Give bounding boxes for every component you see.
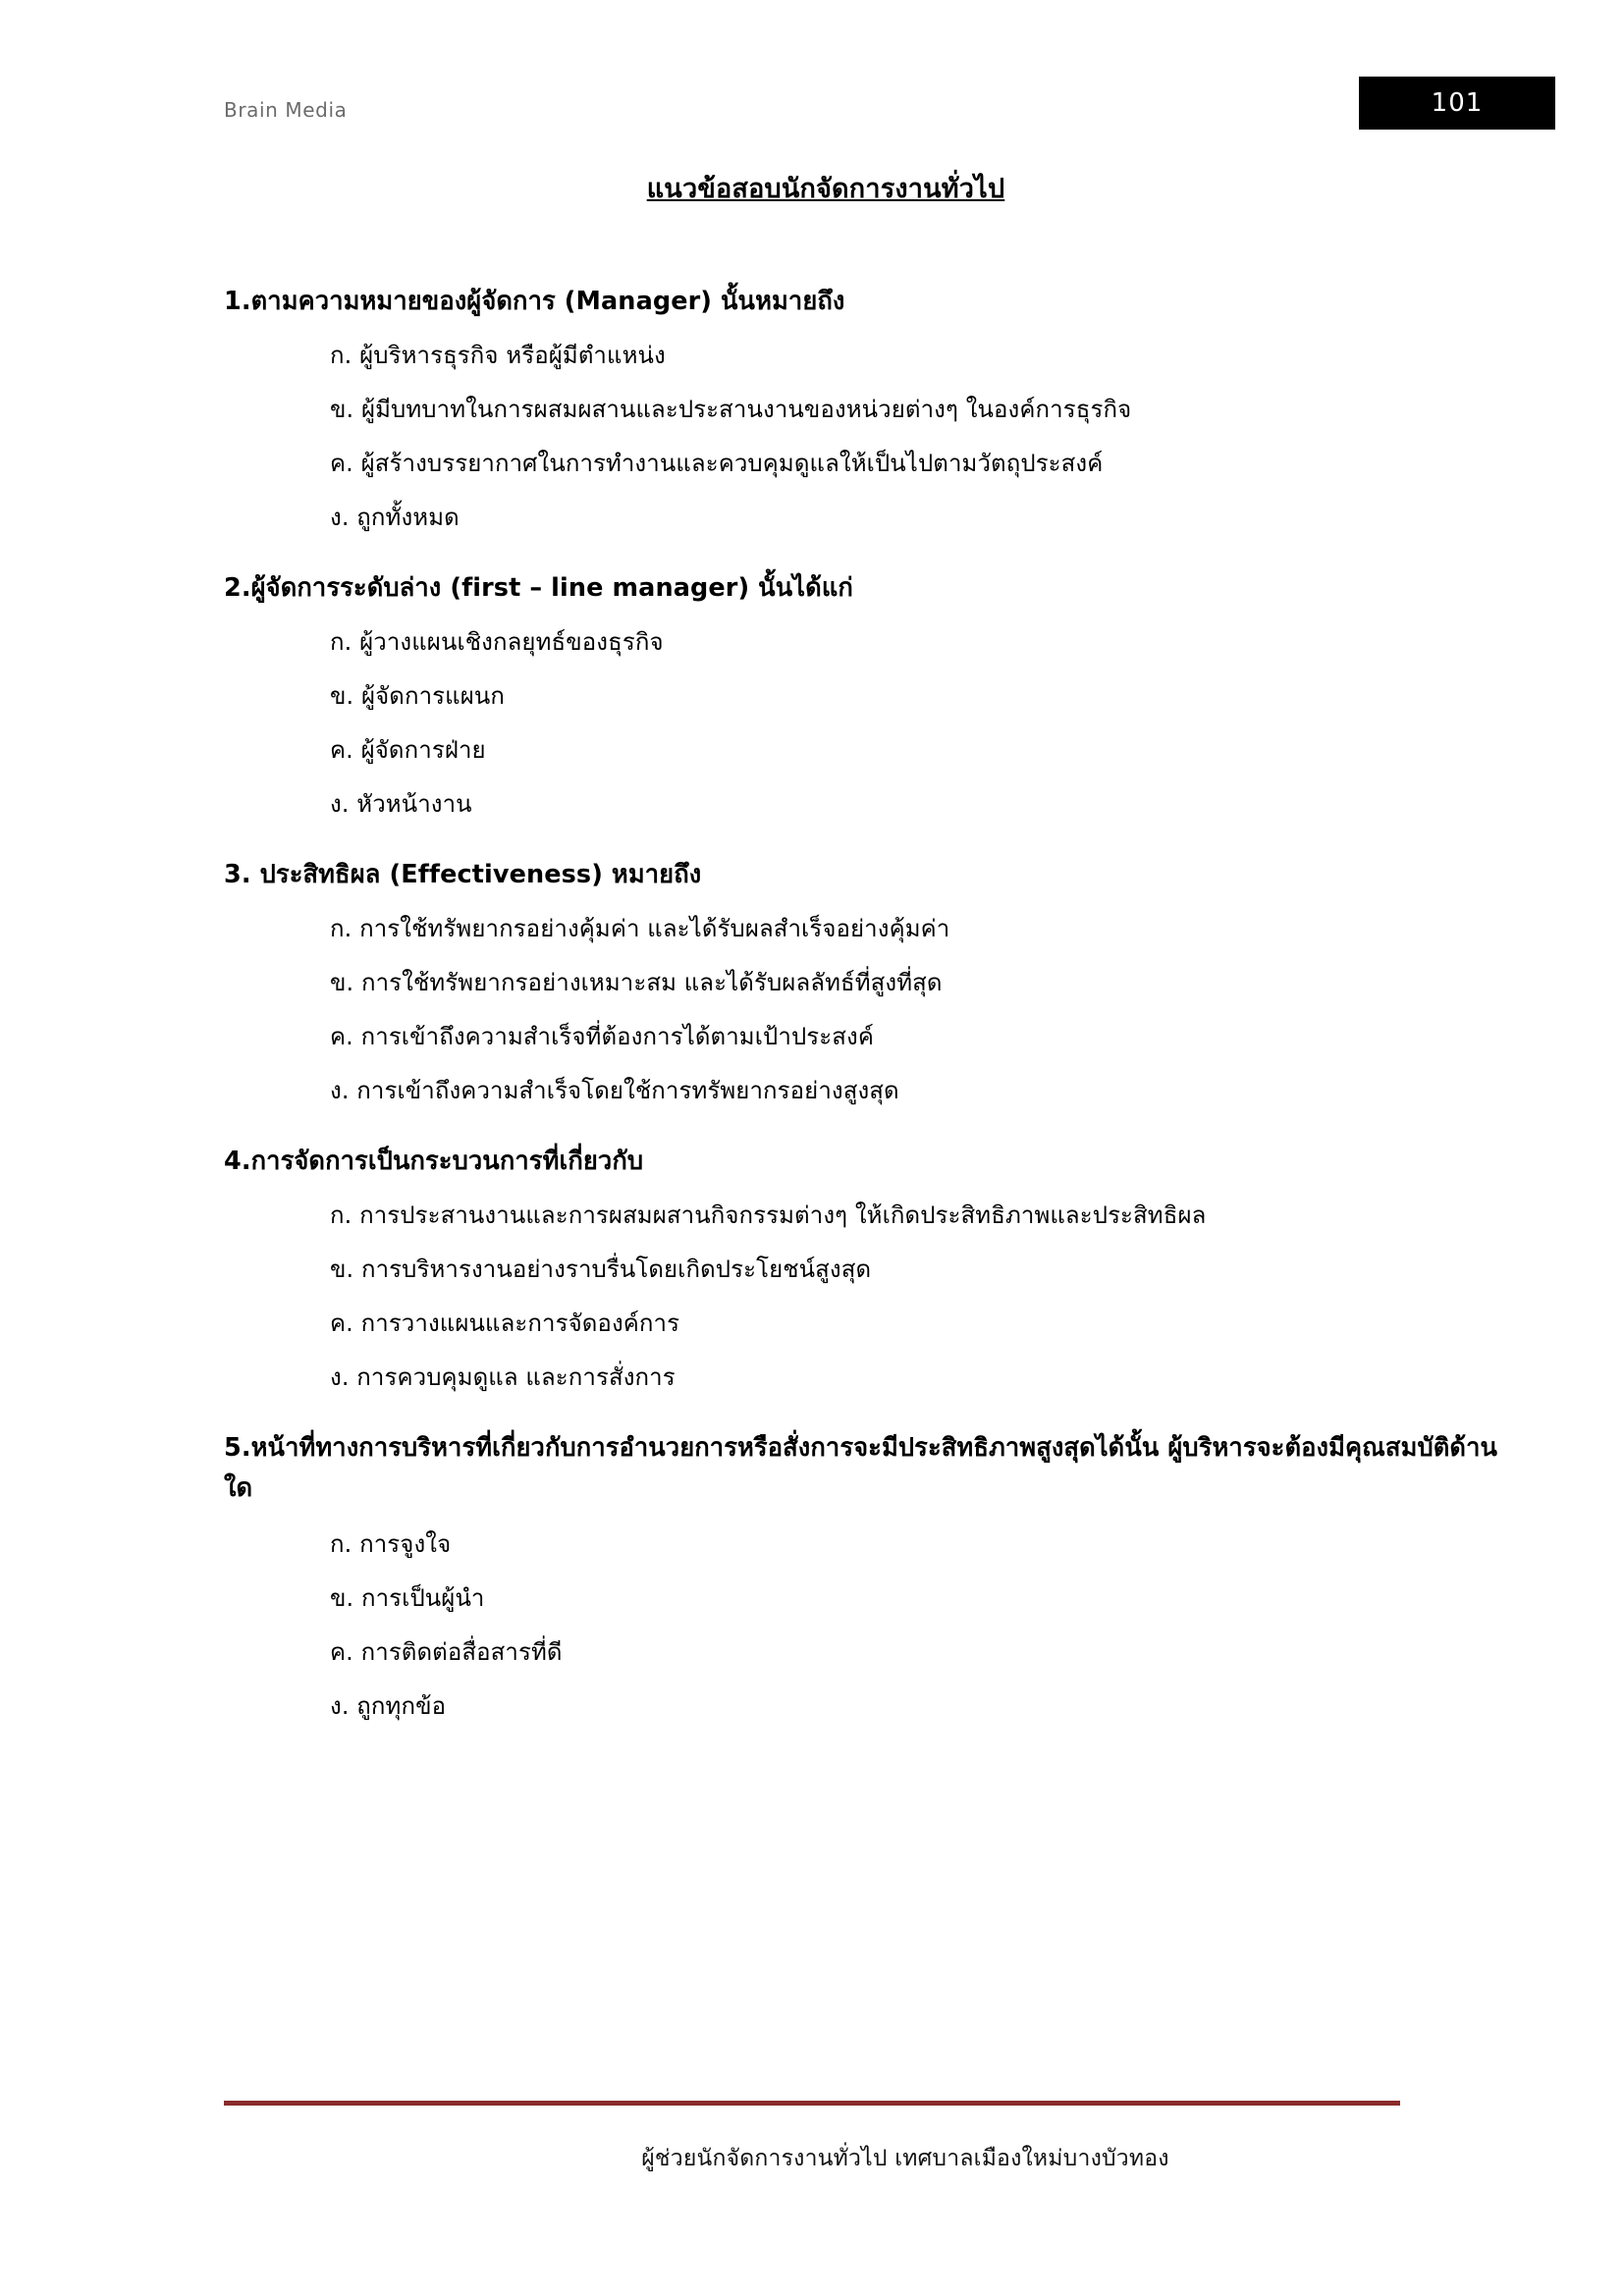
question-text-1: 1.ตามความหมายของผู้จัดการ (Manager) นั้นหมายถึง xyxy=(224,287,845,316)
choice-list-1 xyxy=(224,338,1516,537)
choice-item[interactable]: ก. การจูงใจ xyxy=(330,1530,452,1559)
choice-item[interactable]: ค. ผู้จัดการฝ่าย xyxy=(330,736,486,765)
brand-label: Brain Media xyxy=(224,98,348,122)
page-footer xyxy=(224,2101,1400,2176)
choice-item[interactable]: ข. การเป็นผู้นำ xyxy=(330,1584,485,1613)
choice-item[interactable]: ข. การใช้ทรัพยากรอย่างเหมาะสม และได้รับผลลัทธ์ที่สูงที่สุด xyxy=(330,969,943,997)
choice-item[interactable]: ง. การควบคุมดูแล และการสั่งการ xyxy=(330,1362,676,1391)
footer-divider xyxy=(224,2101,1400,2106)
choice-item[interactable]: ง. ถูกทั้งหมด xyxy=(330,504,460,532)
choice-item[interactable]: ง. ถูกทุกข้อ xyxy=(330,1692,447,1720)
footer-label: ผู้ช่วยนักจัดการงานทั่วไป เทศบาลเมืองใหม่บางบัวทอง xyxy=(641,2146,1169,2171)
choice-list-4 xyxy=(224,1198,1516,1397)
question-text-3: 3. ประสิทธิผล (Effectiveness) หมายถึง xyxy=(224,859,702,889)
choice-item[interactable]: ข. ผู้มีบทบาทในการผสมผสานและประสานงานของหน่วยต่างๆ ในองค์การธุรกิจ xyxy=(330,396,1132,424)
question-block-5 xyxy=(224,1428,1516,1726)
page-number-badge: 101 xyxy=(1359,77,1555,130)
choice-item[interactable]: ก. ผู้บริหารธุรกิจ หรือผู้มีตำแหน่ง xyxy=(330,342,666,370)
choice-item[interactable]: ก. การประสานงานและการผสมผสานกิจกรรมต่างๆ ให้เกิดประสิทธิภาพและประสิทธิผล xyxy=(330,1201,1207,1230)
page-title: แนวข้อสอบนักจัดการงานทั่วไป xyxy=(646,174,1005,204)
question-text-5: 5.หน้าที่ทางการบริหารที่เกี่ยวกับการอำนวยการหรือสั่งการจะมีประสิทธิภาพสูงสุดได้นั้น ผู้บริหารจะต้องมีคุณสมบัติด้านใด xyxy=(224,1432,1498,1503)
choice-item[interactable]: ค. ผู้สร้างบรรยากาศในการทำงานและควบคุมดูแลให้เป็นไปตามวัตถุประสงค์ xyxy=(330,450,1104,478)
choice-item[interactable]: ค. การติดต่อสื่อสารที่ดี xyxy=(330,1638,563,1667)
choice-list-5 xyxy=(224,1526,1516,1726)
question-block-4 xyxy=(224,1142,1516,1397)
document-content xyxy=(0,167,1624,1757)
question-block-2 xyxy=(224,568,1516,824)
question-text-4: 4.การจัดการเป็นกระบวนการที่เกี่ยวกับ xyxy=(224,1146,644,1176)
choice-list-2 xyxy=(224,624,1516,824)
question-block-1 xyxy=(224,282,1516,537)
choice-item[interactable]: ข. ผู้จัดการแผนก xyxy=(330,682,506,711)
choice-item[interactable]: ค. การวางแผนและการจัดองค์การ xyxy=(330,1308,680,1337)
choice-item[interactable]: ง. การเข้าถึงความสำเร็จโดยใช้การทรัพยากรอย่างสูงสุด xyxy=(330,1076,899,1104)
choice-item[interactable]: ค. การเข้าถึงความสำเร็จที่ต้องการได้ตามเป้าประสงค์ xyxy=(330,1022,874,1050)
page-header xyxy=(0,0,1624,157)
question-block-3 xyxy=(224,855,1516,1110)
choice-item[interactable]: ก. ผู้วางแผนเชิงกลยุทธ์ของธุรกิจ xyxy=(330,628,664,657)
question-text-2: 2.ผู้จัดการระดับล่าง (first – line manager) นั้นได้แก่ xyxy=(224,572,853,603)
choice-item[interactable]: ก. การใช้ทรัพยากรอย่างคุ้มค่า และได้รับผลสำเร็จอย่างคุ้มค่า xyxy=(330,915,950,943)
choice-item[interactable]: ง. หัวหน้างาน xyxy=(330,789,472,818)
choice-list-3 xyxy=(224,911,1516,1110)
choice-item[interactable]: ข. การบริหารงานอย่างราบรื่นโดยเกิดประโยชน์สูงสุด xyxy=(330,1255,872,1283)
